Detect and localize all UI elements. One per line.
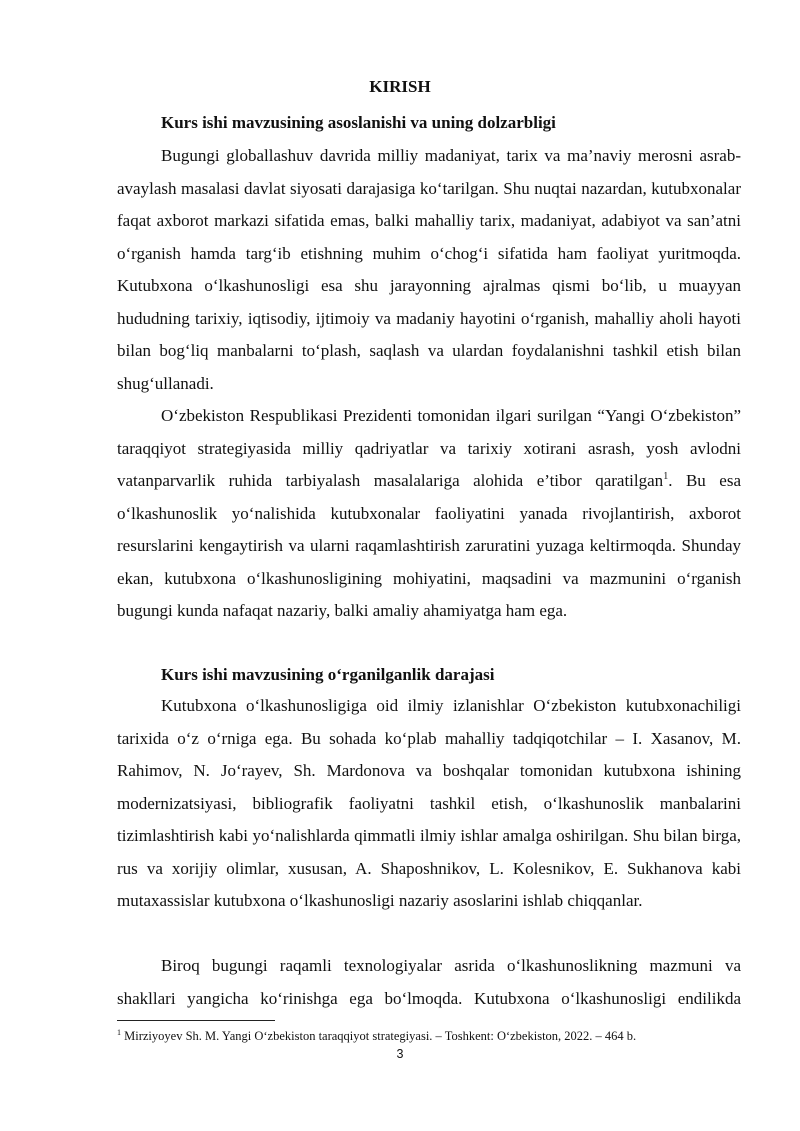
footnote-reference: 1 — [663, 471, 669, 482]
section-heading-relevance: Kurs ishi mavzusining asoslanishi va uning dolzarbligi — [161, 113, 556, 132]
page-number: 3 — [396, 1047, 404, 1061]
paragraph-1: Bugungi globallashuv davrida milliy madaniyat, tarix va ma’naviy merosni asrab-avaylash masalasi davlat siyosati darajasiga ko‘tarilgan. Shu nuqtai nazardan, kutubxonalar faqat axborot markazi sifatida emas, balki mahalliy tarix, madaniyat, adabiyot va san’atni o‘rganish hamda targ‘ib etishning muhim o‘chog‘i sifatida ham faoliyat yuritmoqda. Kutubxona o‘lkashunosligi esa shu jarayonning ajralmas qismi bo‘lib, u muayyan hududning tarixiy, iqtisodiy, ijtimoiy va madaniy hayotini o‘rganish, mahalliy aholi hayoti bilan bog‘liq manbalarni to‘plash, saqlash va ulardan foydalanishni tashkil etish bilan shug‘ullanadi. — [117, 146, 741, 393]
footnote-text: Mirziyoyev Sh. M. Yangi O‘zbekiston taraqqiyot strategiyasi. – Toshkent: O‘zbekiston, 2022. – 464 b. — [121, 1029, 637, 1043]
paragraph-2-text-continued: . Bu esa o‘lkashunoslik yo‘nalishida kutubxonalar faoliyatini yanada rivojlantirish, axborot resurslarini kengaytirish va ularni raqamlashtirish zaruratini yuzaga keltirmoqda. Shunday ekan, kutubxona o‘lkashunosligining mohiyatini, maqsadini va mazmunini o‘rganish bugungi kunda nafaqat nazariy, balki amaliy ahamiyatga ham ega. — [117, 471, 742, 620]
paragraph-2 — [117, 400, 741, 628]
page-title: KIRISH — [369, 77, 431, 96]
paragraph-2-text: O‘zbekiston Respublikasi Prezidenti tomonidan ilgari surilgan “Yangi O‘zbekiston” taraqqiyot strategiyasida milliy qadriyatlar va tarixiy xotirani asrash, yosh avlodni vatanparvarlik ruhida tarbiyalash masalalariga alohida e’tibor qaratilgan — [117, 406, 741, 490]
section-heading-study-level: Kurs ishi mavzusining o‘rganilganlik darajasi — [161, 665, 495, 684]
footnote-divider — [117, 1020, 275, 1021]
paragraph-3: Kutubxona o‘lkashunosligiga oid ilmiy izlanishlar O‘zbekiston kutubxonachiligi tarixida o‘z o‘rniga ega. Bu sohada ko‘plab mahalliy tadqiqotchilar – I. Xasanov, M. Rahimov, N. Jo‘rayev, Sh. Mardonova va boshqalar tomonidan kutubxona ishining modernizatsiyasi, bibliografik faoliyatni tashkil etish, o‘lkashunoslik manbalarini tizimlashtirish kabi yo‘nalishlarda qimmatli ilmiy ishlar amalga oshirilgan. Shu bilan birga, rus va xorijiy olimlar, xususan, A. Shaposhnikov, L. Kolesnikov, E. Sukhanova kabi mutaxassislar kutubxona o‘lkashunosligi nazariy asoslarini ishlab chiqqanlar. — [117, 696, 741, 910]
footnote-number: 1 — [117, 1028, 121, 1037]
footnote — [117, 1028, 757, 1044]
paragraph-4: Biroq bugungi raqamli texnologiyalar asrida o‘lkashunoslikning mazmuni va shakllari yangicha ko‘rinishga ega bo‘lmoqda. Kutubxona o‘lkashunosligi endilikda — [117, 956, 741, 1008]
